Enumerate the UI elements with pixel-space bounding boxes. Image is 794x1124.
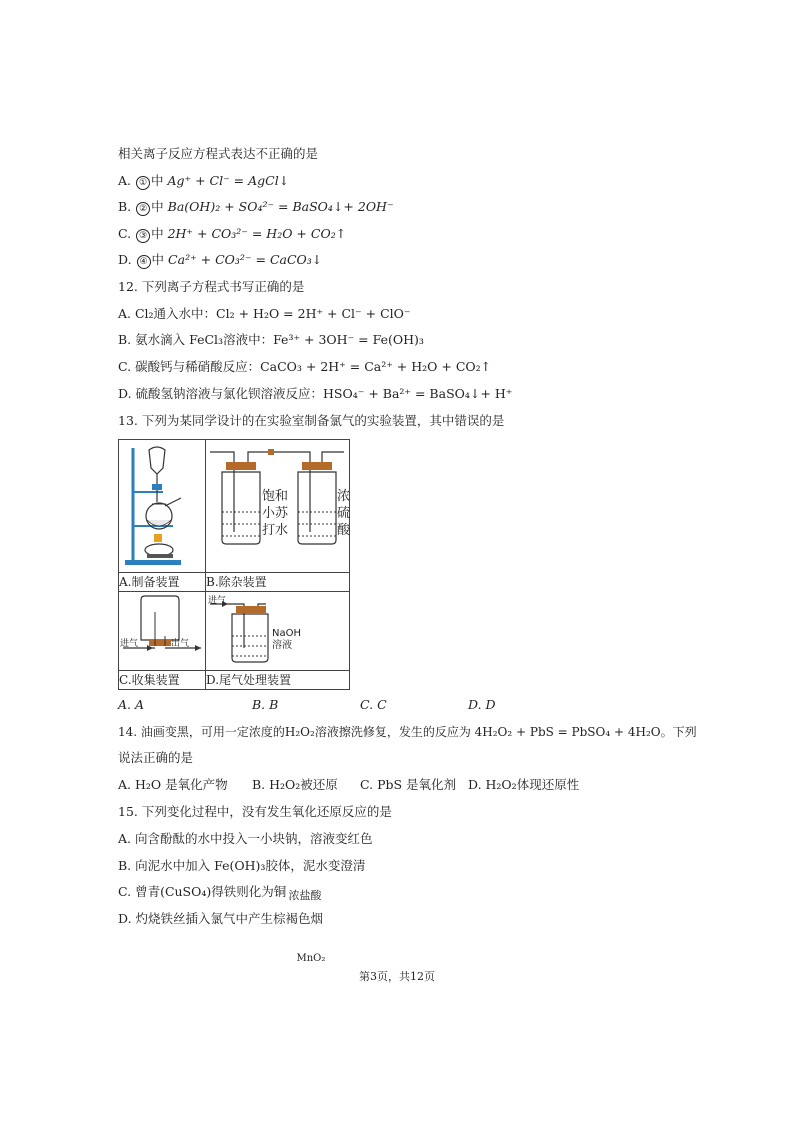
q11-option-c: [118, 226, 346, 243]
q14-option-b: B. H₂O₂被还原: [252, 777, 338, 792]
q11-a-num: ①: [136, 176, 150, 190]
q15-option-c: C. 曾青(CuSO₄)得铁则化为铜: [118, 884, 287, 899]
label-conc-3: 酸: [337, 523, 351, 538]
label-conc-hcl: 浓盐酸: [288, 888, 322, 902]
q12-option-a: A. Cl₂通入水中：Cl₂ + H₂O = 2H⁺ + Cl⁻ + ClO⁻: [118, 306, 411, 321]
q12-option-c: C. 碳酸钙与稀硝酸反应：CaCO₃ + 2H⁺ = Ca²⁺ + H₂O + CO₂↑: [118, 359, 492, 374]
page-footer: 第3页，共12页: [359, 970, 435, 983]
caption-b: B.除杂装置: [206, 573, 350, 592]
q15-option-b: B. 向泥水中加入 Fe(OH)₃胶体，泥水变澄清: [118, 858, 366, 873]
label-in-d: 进气: [208, 596, 227, 606]
q11-option-a: [118, 173, 289, 190]
apparatus-a-drawing: [119, 440, 205, 568]
intro-text: 相关离子反应方程式表达不正确的是: [118, 146, 319, 161]
q15-option-a: A. 向含酚酞的水中投入一小块钠，溶液变红色: [118, 831, 373, 846]
q11-d-prefix: D.: [118, 252, 132, 267]
q15-stem: 15. 下列变化过程中，没有发生氧化还原反应的是: [118, 804, 392, 819]
q11-c-eq: 2H⁺ + CO₃²⁻ = H₂O + CO₂↑: [167, 226, 347, 241]
q11-d-eq: Ca²⁺ + CO₃²⁻ = CaCO₃↓: [168, 252, 323, 267]
q14-line-2: 说法正确的是: [118, 750, 194, 765]
q11-d-mid: 中: [151, 252, 165, 267]
caption-a: A.制备装置: [119, 573, 206, 592]
q13-option-d: D. D: [468, 697, 496, 712]
label-in-c: 进气: [120, 639, 139, 649]
q13-option-c: C. C: [360, 697, 387, 712]
q11-d-num: ④: [137, 255, 151, 269]
q13-stem: 13. 下列为某同学设计的在实验室制备氯气的实验装置，其中错误的是: [118, 413, 505, 428]
cell-b-figure: [206, 440, 350, 573]
label-sat-1: 饱和: [262, 489, 289, 504]
label-naoh-1: NaOH: [272, 628, 301, 639]
q11-b-num: ②: [136, 202, 150, 216]
q14-option-d: D. H₂O₂体现还原性: [468, 777, 580, 792]
q11-a-eq: Ag⁺ + Cl⁻ = AgCl↓: [167, 173, 290, 188]
q11-b-mid: 中: [151, 199, 164, 214]
caption-d: D.尾气处理装置: [206, 671, 350, 690]
label-sat-2: 小苏: [262, 506, 289, 521]
label-mno2: MnO₂: [296, 952, 326, 964]
label-out-c: 出气: [171, 639, 190, 649]
q13-option-b: B. B: [252, 697, 279, 712]
q14-line-1: 14. 油画变黑，可用一定浓度的H₂O₂溶液擦洗修复，发生的反应为 4H₂O₂ + PbS = PbSO₄ + 4H₂O。下列: [118, 725, 697, 739]
label-conc-1: 浓: [337, 489, 351, 504]
label-conc-2: 硫: [337, 506, 351, 521]
cell-c-figure: [119, 592, 206, 671]
q11-option-b: [118, 199, 394, 216]
label-naoh-2: 溶液: [272, 640, 292, 651]
q11-b-prefix: B.: [118, 199, 132, 214]
q14-option-c: C. PbS 是氧化剂: [360, 777, 457, 792]
q15-option-d: D. 灼烧铁丝插入氯气中产生棕褐色烟: [118, 911, 324, 926]
label-sat-3: 打水: [262, 523, 289, 538]
caption-c: C.收集装置: [119, 671, 206, 690]
q12-option-d: D. 硫酸氢钠溶液与氯化钡溶液反应：HSO₄⁻ + Ba²⁺ = BaSO₄↓+ H⁺: [118, 386, 513, 401]
cell-d-figure: [206, 592, 350, 671]
q11-c-prefix: C.: [118, 226, 132, 241]
q12-option-b: B. 氨水滴入 FeCl₃溶液中：Fe³⁺ + 3OH⁻ = Fe(OH)₃: [118, 332, 424, 347]
q11-c-mid: 中: [151, 226, 164, 241]
apparatus-c-drawing: [119, 592, 205, 666]
q14-option-a: A. H₂O 是氧化产物: [118, 777, 228, 792]
q12-stem: 12. 下列离子方程式书写正确的是: [118, 279, 305, 294]
q11-c-num: ③: [136, 229, 150, 243]
q13-option-a: A. A: [118, 697, 145, 712]
q11-a-prefix: A.: [118, 173, 132, 188]
q11-option-d: [118, 252, 322, 269]
q11-a-mid: 中: [151, 173, 164, 188]
q11-b-eq: Ba(OH)₂ + SO₄²⁻ = BaSO₄↓+ 2OH⁻: [167, 199, 394, 214]
